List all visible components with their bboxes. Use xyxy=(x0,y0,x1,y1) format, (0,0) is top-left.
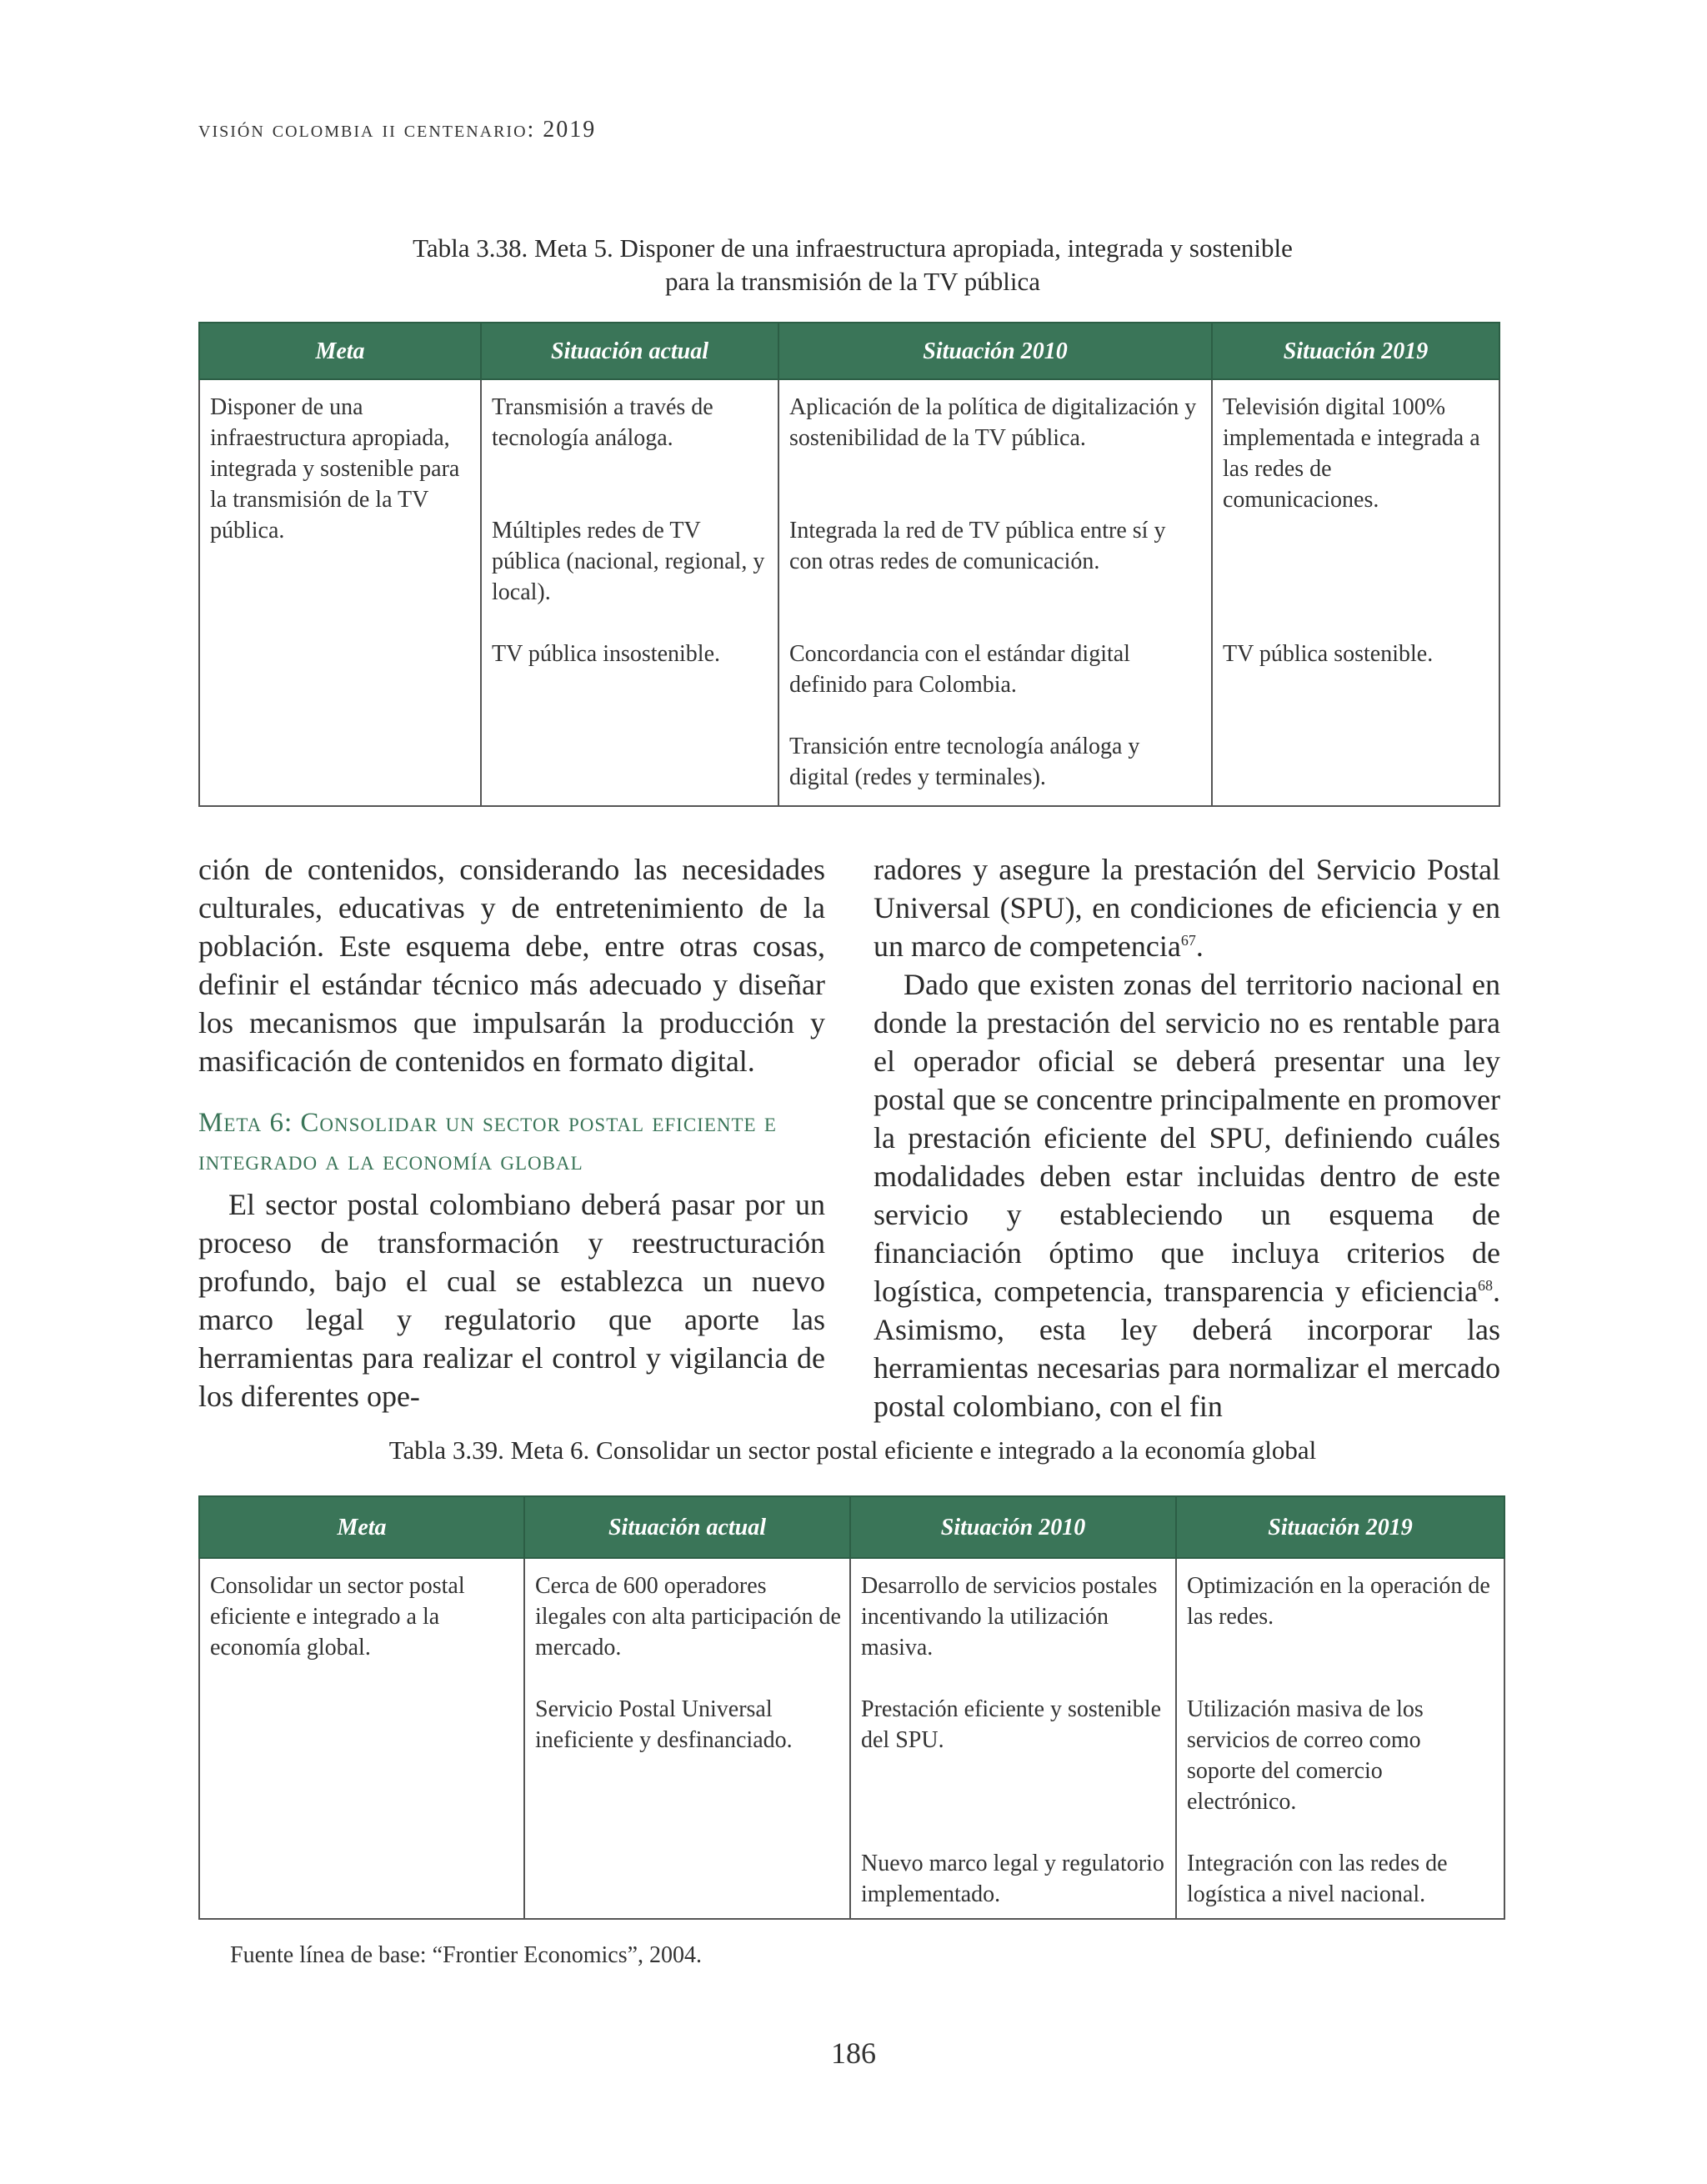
right-p2-text-b: . Asimismo, esta ley deberá incorporar las herramientas necesarias para normalizar el mercado postal colombiano, con el fin xyxy=(874,1275,1500,1423)
table2-2010-1: Desarrollo de servicios postales incentivando la utilización masiva. xyxy=(861,1573,1158,1661)
left-paragraph-2: El sector postal colombiano deberá pasar por un proceso de transformación y reestructuración profundo, bajo el cual se establezca un nuevo marco legal y regulatorio que aporte las herramientas para realizar el control y vigilancia de los diferentes ope- xyxy=(198,1188,825,1413)
table1-header-actual: Situación actual xyxy=(481,323,778,379)
table2-caption: Tabla 3.39. Meta 6. Consolidar un sector postal eficiente e integrado a la economía global xyxy=(388,1435,1317,1465)
table2-header-2019: Situación 2019 xyxy=(1176,1496,1504,1558)
table1-header-meta: Meta xyxy=(199,323,481,379)
table2-cell-meta xyxy=(199,1558,524,1919)
table2-header-actual: Situación actual xyxy=(524,1496,850,1558)
source-note: Fuente línea de base: “Frontier Economics”, 2004. xyxy=(230,1942,703,1968)
table2-cell-actual xyxy=(524,1558,850,1919)
left-column xyxy=(198,850,825,1415)
table2-2019-3: Integración con las redes de logística a nivel nacional. xyxy=(1187,1851,1448,1907)
table2-2019-1: Optimización en la operación de las redes. xyxy=(1187,1573,1490,1630)
table1-2010-1: Aplicación de la política de digitalización y sostenibilidad de la TV pública. xyxy=(789,394,1197,451)
footnote-ref-67: 67 xyxy=(1180,932,1196,949)
table2-header-2010: Situación 2010 xyxy=(850,1496,1176,1558)
table1-cell-actual xyxy=(481,379,778,806)
running-head: visión colombia ii centenario: 2019 xyxy=(198,117,597,143)
table1-caption-line2: para la transmisión de la TV pública xyxy=(665,267,1040,296)
right-column xyxy=(874,850,1500,1425)
table1-actual-3: TV pública insostenible. xyxy=(492,641,720,667)
table-3-39 xyxy=(198,1495,1505,1920)
table1-caption-line1: Tabla 3.38. Meta 5. Disponer de una infraestructura apropiada, integrada y sostenible xyxy=(413,233,1293,263)
table2-2010-2: Prestación eficiente y sostenible del SPU. xyxy=(861,1696,1161,1753)
table1-2010-2: Integrada la red de TV pública entre sí y con otras redes de comunicación. xyxy=(789,518,1166,574)
right-paragraph-2 xyxy=(874,965,1500,1425)
table2-2010-3: Nuevo marco legal y regulatorio implementado. xyxy=(861,1851,1164,1907)
table-3-38 xyxy=(198,322,1500,807)
table1-header-row xyxy=(199,323,1499,379)
left-paragraph-1: ción de contenidos, considerando las necesidades culturales, educativas y de entretenimiento de la población. Este esquema debe, entre otras cosas, definir el estándar técnico más adecuado y diseñar los mecanismos que impulsarán la producción y masificación de contenidos en formato digital. xyxy=(198,853,825,1078)
table-row xyxy=(199,1558,1504,1919)
table2-cell-2010 xyxy=(850,1558,1176,1919)
table2-header-meta: Meta xyxy=(199,1496,524,1558)
footnote-ref-68: 68 xyxy=(1478,1277,1493,1294)
table1-cell-2019 xyxy=(1212,379,1499,806)
page-number: 186 xyxy=(831,2036,876,2070)
table1-caption xyxy=(198,232,1507,298)
table1-cell-2010 xyxy=(778,379,1212,806)
table-row xyxy=(199,379,1499,806)
table1-2010-4: Transición entre tecnología análoga y digital (redes y terminales). xyxy=(789,734,1140,790)
table2-2019-2: Utilización masiva de los servicios de correo como soporte del comercio electrónico. xyxy=(1187,1696,1424,1815)
table1-header-2010: Situación 2010 xyxy=(778,323,1212,379)
section-heading: Meta 6: Consolidar un sector postal eficiente e integrado a la economía global xyxy=(198,1108,777,1176)
table2-actual-1: Cerca de 600 operadores ilegales con alta participación de mercado. xyxy=(535,1573,841,1661)
right-p2-text-a: Dado que existen zonas del territorio nacional en donde la prestación del servicio no es rentable para el operador oficial se deberá presentar una ley postal que se concentre principalmente en promover la prestación eficiente del SPU, definiendo cuáles modalidades deben estar incluidas dentro de este servicio y estableciendo un esquema de financiación óptimo que incluya criterios de logística, competencia, transparencia y eficiencia xyxy=(874,968,1500,1308)
table1-meta-text: Disponer de una infraestructura apropiada, integrada y sostenible para la transmisión de la TV pública. xyxy=(210,394,460,543)
table1-cell-meta xyxy=(199,379,481,806)
right-paragraph-1 xyxy=(874,850,1500,965)
table1-2019-1: Televisión digital 100% implementada e integrada a las redes de comunicaciones. xyxy=(1223,394,1480,513)
table1-actual-1: Transmisión a través de tecnología análoga. xyxy=(492,394,713,451)
right-p1-text: radores y asegure la prestación del Servicio Postal Universal (SPU), en condiciones de eficiencia y en un marco de competencia xyxy=(874,853,1500,963)
table2-header-row xyxy=(199,1496,1504,1558)
table1-actual-2: Múltiples redes de TV pública (nacional, regional, y local). xyxy=(492,518,765,605)
table2-actual-2: Servicio Postal Universal ineficiente y desfinanciado. xyxy=(535,1696,793,1753)
right-p1-end: . xyxy=(1195,929,1204,963)
table1-header-2019: Situación 2019 xyxy=(1212,323,1499,379)
table2-cell-2019 xyxy=(1176,1558,1504,1919)
table1-2010-3: Concordancia con el estándar digital definido para Colombia. xyxy=(789,641,1130,698)
table1-2019-2: TV pública sostenible. xyxy=(1223,641,1434,667)
table2-meta-text: Consolidar un sector postal eficiente e integrado a la economía global. xyxy=(210,1573,465,1661)
